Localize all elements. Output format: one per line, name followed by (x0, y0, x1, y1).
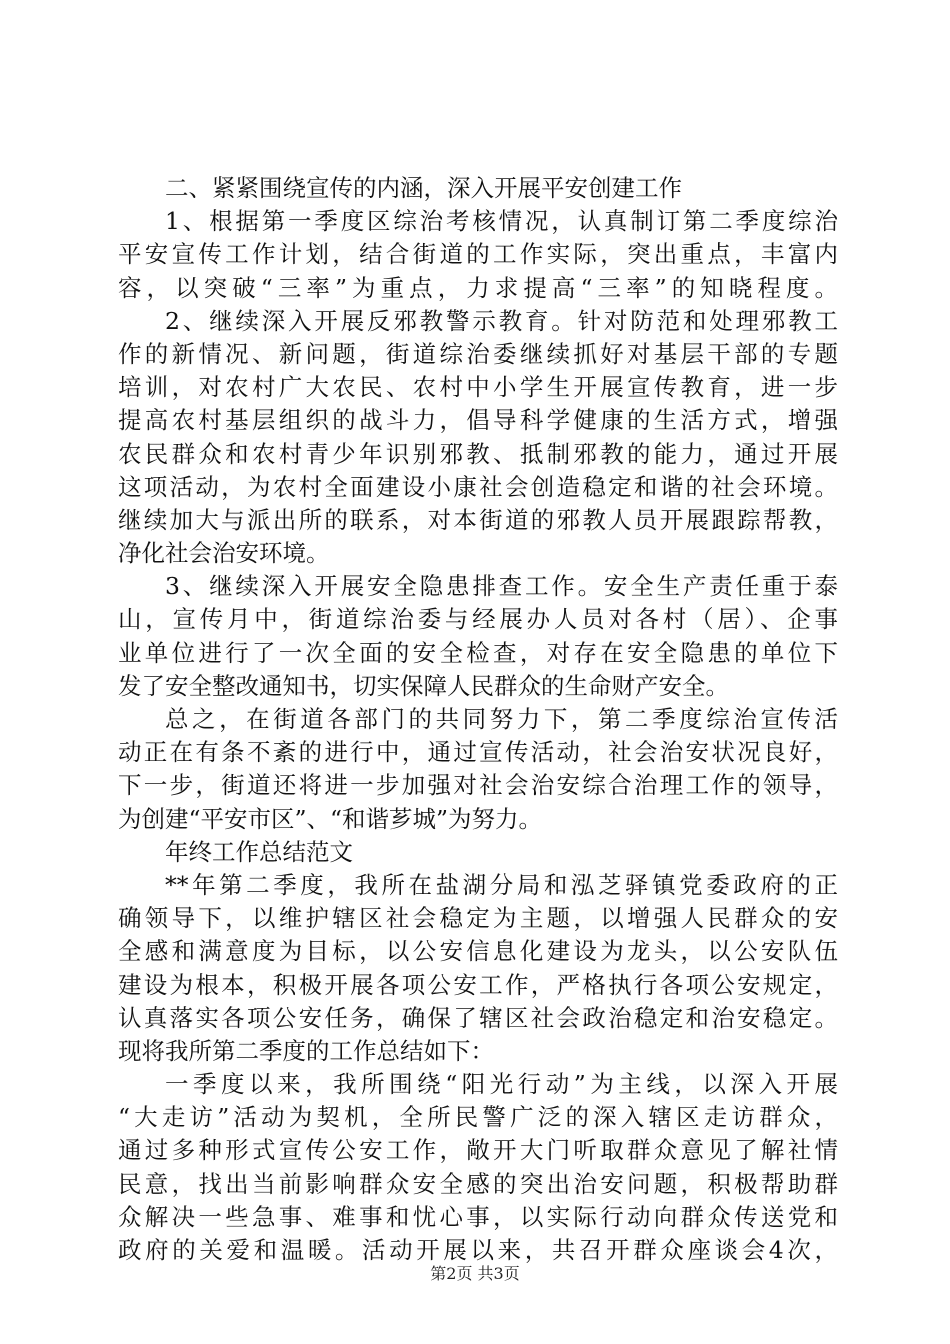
paragraph-line: 发了安全整改通知书，切实保障人民群众的生命财产安全。 (118, 671, 729, 700)
paragraph-line: 业单位进行了一次全面的安全检查，对存在安全隐患的单位下 (118, 638, 838, 667)
paragraph-line: 农民群众和农村青少年识别邪教、抵制邪教的能力，通过开展 (118, 439, 838, 468)
paragraph-line: 平安宣传工作计划，结合街道的工作实际，突出重点，丰富内 (118, 240, 838, 269)
paragraph-line: 为创建“平安市区”、“和谐芗城”为努力。 (118, 804, 543, 833)
paragraph-line: 容，以突破“三率”为重点，力求提高“三率”的知晓程度。 (118, 273, 838, 302)
paragraph-line: 提高农村基层组织的战斗力，倡导科学健康的生活方式，增强 (118, 406, 838, 435)
paragraph-line: 1、根据第一季度区综治考核情况，认真制订第二季度综治 (165, 207, 838, 236)
paragraph-line: 确领导下，以维护辖区社会稳定为主题，以增强人民群众的安 (118, 904, 838, 933)
paragraph-line: 培训，对农村广大农民、农村中小学生开展宣传教育，进一步 (118, 373, 838, 402)
paragraph-line: 政府的关爱和温暖。活动开展以来，共召开群众座谈会4次， (118, 1236, 838, 1264)
paragraph-line: 动正在有条不紊的进行中，通过宣传活动，社会治安状况良好， (118, 738, 838, 767)
document-body (118, 172, 838, 1267)
paragraph-line: 建设为根本，积极开展各项公安工作，严格执行各项公安规定， (118, 970, 838, 999)
paragraph-line: 现将我所第二季度的工作总结如下： (118, 1036, 494, 1065)
paragraph-line: 3、继续深入开展安全隐患排查工作。安全生产责任重于泰 (165, 572, 838, 601)
paragraph-line: 一季度以来，我所围绕“阳光行动”为主线，以深入开展 (165, 1070, 838, 1099)
page-number-footer: 第2页 共3页 (430, 1264, 520, 1283)
paragraph-line: 作的新情况、新问题，街道综治委继续抓好对基层干部的专题 (118, 339, 838, 368)
paragraph-line: 全感和满意度为目标，以公安信息化建设为龙头，以公安队伍 (118, 937, 838, 966)
section-heading: 二、紧紧围绕宣传的内涵，深入开展平安创建工作 (165, 174, 682, 202)
paragraph-line: 山，宣传月中，街道综治委与经展办人员对各村（居）、企事 (118, 605, 838, 634)
paragraph-line: 民意，找出当前影响群众安全感的突出治安问题，积极帮助群 (118, 1169, 838, 1198)
paragraph-line: 众解决一些急事、难事和忧心事，以实际行动向群众传送党和 (118, 1202, 838, 1231)
paragraph-line: 净化社会治安环境。 (118, 539, 330, 568)
document-subtitle: 年终工作总结范文 (165, 837, 353, 866)
paragraph-line: 继续加大与派出所的联系，对本街道的邪教人员开展跟踪帮教， (118, 505, 838, 534)
paragraph-line: 2、继续深入开展反邪教警示教育。针对防范和处理邪教工 (165, 306, 838, 335)
paragraph-line: 总之，在街道各部门的共同努力下，第二季度综治宣传活 (165, 705, 838, 733)
paragraph-line: 下一步，街道还将进一步加强对社会治安综合治理工作的领导， (118, 771, 838, 800)
paragraph-line: 这项活动，为农村全面建设小康社会创造稳定和谐的社会环境。 (118, 472, 838, 501)
paragraph-line: 通过多种形式宣传公安工作，敞开大门听取群众意见了解社情 (118, 1136, 838, 1165)
paragraph-line: 认真落实各项公安任务，确保了辖区社会政治稳定和治安稳定。 (118, 1003, 838, 1032)
paragraph-line: “大走访”活动为契机，全所民警广泛的深入辖区走访群众， (118, 1103, 838, 1132)
paragraph-line: **年第二季度，我所在盐湖分局和泓芝驿镇党委政府的正 (165, 870, 838, 899)
